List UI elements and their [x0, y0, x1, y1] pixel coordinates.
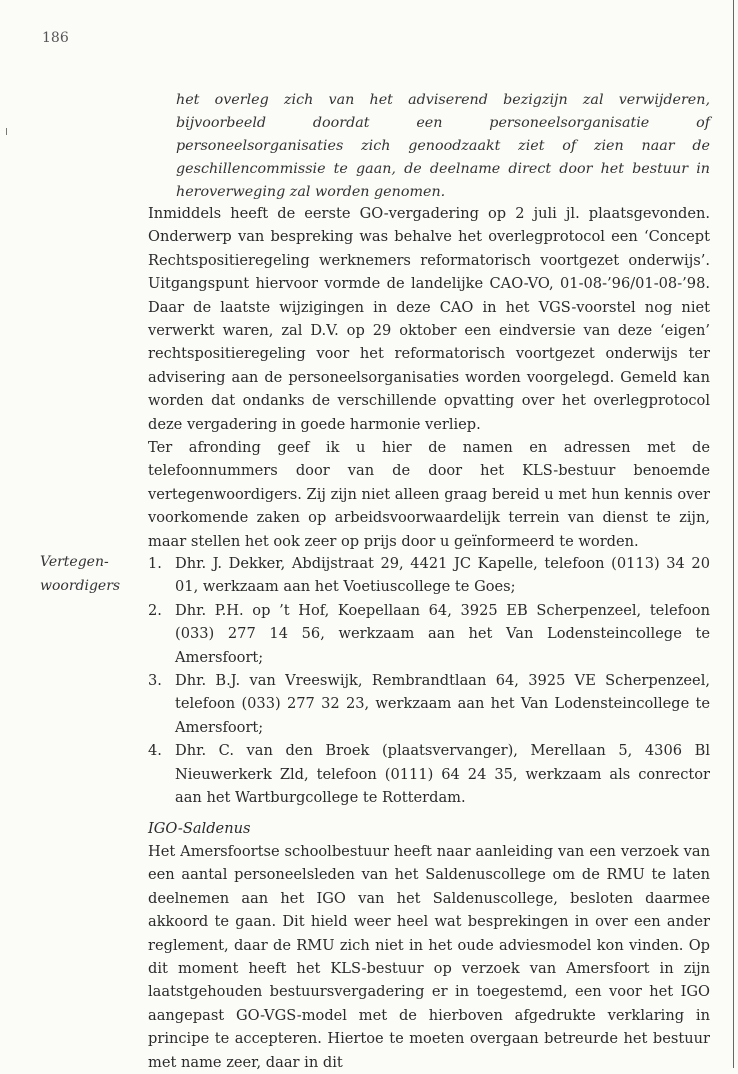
representatives-list [148, 552, 710, 809]
list-item [148, 552, 710, 599]
list-item-text: Dhr. J. Dekker, Abdijstraat 29, 4421 JC Kapelle, telefoon (0113) 34 20 01, werkzaam aan het Voetiuscollege te Goes; [175, 555, 710, 596]
list-item-text: Dhr. B.J. van Vreeswijk, Rembrandtlaan 64, 3925 VE Scherpenzeel, telefoon (033) 277 32 23, werkzaam aan het Van Lodensteincollege te Amersfoort; [175, 672, 710, 736]
list-item-number: 1. [148, 555, 162, 572]
list-item [148, 669, 710, 739]
margin-label-line-1: Vertegen- [40, 554, 109, 570]
igo-paragraph: Het Amersfoortse schoolbestuur heeft naar aanleiding van een verzoek van een aantal personeelsleden van het Saldenuscollege om de RMU te laten deelnemen aan het IGO van het Saldenuscollege, besloten daarmee akkoord te gaan. Dit hield weer heel wat besprekingen in over een ander reglement, daar de RMU zich niet in het oude adviesmodel kon vinden. Op dit moment heeft het KLS-bestuur op verzoek van Amersfoort in zijn laatstgehouden bestuursvergadering er in toegestemd, een voor het IGO aangepast GO-VGS-model met de hierboven afgedrukte verklaring in principe te accepteren. Hiertoe te moeten overgaan betreurde het bestuur met name zeer, daar in dit [148, 843, 710, 1071]
page-number: 186 [42, 30, 69, 46]
margin-label-line-2: woordigers [40, 578, 121, 594]
intro-block [148, 89, 710, 204]
igo-section [148, 817, 710, 1074]
intro-italic-paragraph: het overleg zich van het adviserend bezigzijn zal verwijderen, bijvoorbeeld doordat een personeelsorganisatie of personeelsorganisaties zich genoodzaakt ziet of zien naar de geschillencommissie te gaan, de deelname direct door het bestuur in heroverweging zal worden genomen. [176, 92, 710, 200]
list-item-number: 2. [148, 601, 162, 619]
section-heading-igo: IGO-Saldenus [148, 820, 251, 837]
list-item [148, 739, 710, 809]
page-edge-line [733, 0, 734, 1068]
list-item [148, 599, 710, 669]
list-item-number: 3. [148, 672, 162, 690]
list-item-text: Dhr. P.H. op ’t Hof, Koepellaan 64, 3925 EB Scherpenzeel, telefoon (033) 277 14 56, werkzaam aan het Van Lodensteincollege te Amersfoort; [175, 601, 710, 666]
body-paragraph-1: Inmiddels heeft de eerste GO-vergadering op 2 juli jl. plaatsgevonden. Onderwerp van bespreking was behalve het overlegprotocol een ‘Concept Rechtspositieregeling werknemers reformatorisch voortgezet onderwijs’. Uitgangspunt hiervoor vormde de landelijke CAO-VO, 01-08-’96/01-08-’98. Daar de laatste wijzigingen in deze CAO in het VGS-voorstel nog niet verwerkt waren, zal D.V. op 29 oktober een eindversie van deze ‘eigen’ rechtspositieregeling voor het reformatorisch voortgezet onderwijs ter advisering aan de personeelsorganisaties worden voorgelegd. Gemeld kan worden dat ondanks de verschillende opvatting over het overlegprotocol deze vergadering in goede harmonie verliep. [148, 205, 710, 433]
list-item-text: Dhr. C. van den Broek (plaatsvervanger), Merellaan 5, 4306 Bl Nieuwerkerk Zld, telefoon (0111) 64 24 35, werkzaam als conrector aan het Wartburgcollege te Rotterdam. [175, 742, 710, 807]
body-block [148, 202, 710, 553]
body-paragraph-2: Ter afronding geef ik u hier de namen en adressen met de telefoonnummers door van de door het KLS-bestuur benoemde vertegenwoordigers. Zij zijn niet alleen graag bereid u met hun kennis over voorkomende zaken op arbeidsvoorwaardelijk terrein van dienst te zijn, maar stellen het ook zeer op prijs door u geïnformeerd te worden. [148, 439, 710, 550]
representatives-list-block [148, 552, 710, 809]
margin-label-representatives [40, 550, 120, 598]
list-item-number: 4. [148, 742, 162, 760]
margin-mark [6, 128, 7, 135]
